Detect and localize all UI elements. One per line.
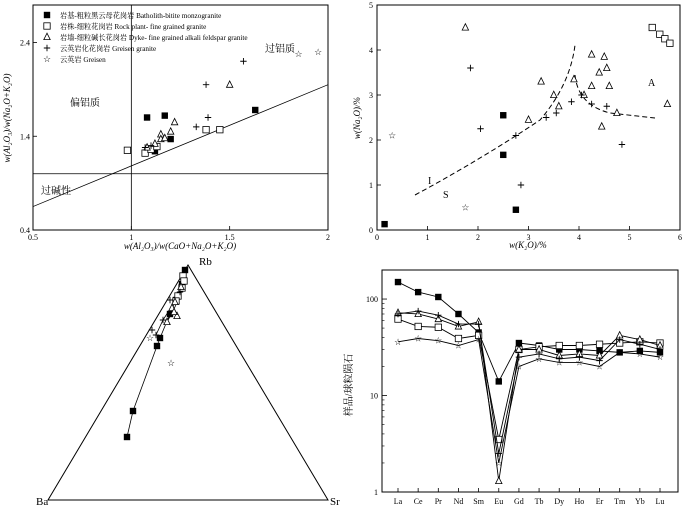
p4-x-tick-label: Ho [574, 497, 585, 506]
p3-point-square-filled [157, 335, 163, 341]
p1-x-tick-label: 0.5 [28, 233, 38, 242]
chart-acnk-ank [2, 5, 330, 251]
p1-point-square-filled [144, 114, 150, 120]
p4-point-star: ☆ [615, 347, 624, 358]
p1-point-square-open [203, 126, 209, 132]
p4-x-tick-label: Ce [413, 497, 423, 506]
p3-point-star: ☆ [145, 333, 155, 343]
p2-point-square-filled [381, 221, 387, 227]
p4-point-square-filled [415, 289, 421, 295]
p2-y-tick-label: 5 [369, 1, 373, 10]
p4-x-tick-label: Tm [614, 497, 626, 506]
p4-y-tick-label: 10 [370, 391, 378, 401]
p2-y-axis-label: w(Na₂O)/% [352, 96, 362, 140]
p1-x-tick-label: 2 [326, 233, 330, 242]
p2-point-plus [477, 126, 483, 132]
p1-x-axis-label: w(Al₂O₃)/w(CaO+Na₂O+K₂O) [123, 241, 237, 251]
p1-legend-marker [44, 23, 50, 29]
p2-point-square-filled [500, 152, 506, 158]
p4-series-line-plus [398, 311, 660, 454]
p1-legend-marker [44, 12, 50, 18]
p1-field-label-peralkaline: 过碱性 [41, 186, 71, 197]
p1-legend-label: 云英岩 Greisen [60, 56, 106, 64]
p2-point-plus [619, 141, 625, 147]
p4-point-square-filled [496, 378, 502, 384]
p1-legend-marker [44, 45, 50, 51]
p4-x-tick-label: Sm [473, 497, 484, 506]
p2-point-triangle-open [588, 51, 594, 57]
p1-point-plus [205, 114, 211, 120]
p4-point-plus [415, 308, 421, 314]
p2-point-triangle-open [596, 69, 602, 75]
p1-point-star: ☆ [294, 48, 303, 59]
p4-point-star: ☆ [434, 335, 443, 346]
p3-point-square-open [181, 278, 187, 284]
p3-point-square-filled [154, 343, 160, 349]
p2-point-triangle-open [551, 91, 557, 97]
p3-point-square-filled [124, 434, 130, 440]
p1-point-triangle-open [226, 81, 232, 87]
p2-point-plus [543, 114, 549, 120]
chart-na2o-k2o [352, 1, 682, 250]
p2-field-label-a: A [648, 78, 656, 89]
p1-field-label-metaluminous: 偏铝质 [70, 98, 100, 109]
p1-field-label-peraluminous: 过铝质 [265, 44, 295, 55]
p2-y-tick-label: 1 [369, 181, 373, 190]
p2-point-square-open [649, 24, 655, 30]
p1-point-triangle-open [171, 118, 177, 124]
p4-point-triangle-open [496, 477, 502, 483]
p2-x-tick-label: 0 [375, 233, 379, 242]
p2-point-plus [467, 65, 473, 71]
p1-point-square-open [217, 126, 223, 132]
p2-x-tick-label: 5 [627, 233, 632, 242]
p1-x-tick-label: 1.5 [224, 233, 235, 242]
ternary-triangle [48, 265, 328, 500]
p1-y-axis-label: w(Al₂O₃)/w(Na₂O+K₂O) [2, 73, 12, 163]
p2-point-triangle-open [571, 75, 577, 81]
p2-y-tick-label: 3 [369, 91, 373, 100]
p1-x-tick-label: 1 [129, 233, 134, 242]
p4-point-square-filled [455, 311, 461, 317]
p4-point-square-open [415, 323, 421, 329]
p2-point-plus [518, 182, 524, 188]
p2-point-plus [588, 101, 594, 107]
p4-y-axis-label: 样品/球粒陨石 [344, 353, 355, 417]
p2-x-tick-label: 4 [577, 233, 581, 242]
p1-legend-label: 岩墙-细粒碱长花岗岩 Dyke- fine grained alkali feldspar granite [60, 34, 248, 42]
p1-y-tick-label: 2.4 [20, 38, 30, 48]
p2-point-triangle-open [525, 116, 531, 122]
p4-point-square-filled [395, 279, 401, 285]
p4-point-star: ☆ [514, 361, 523, 372]
p2-field-label-i: I [428, 176, 432, 187]
p2-x-axis-label: w(K₂O)/% [509, 240, 547, 250]
p2-point-triangle-open [599, 123, 605, 129]
p4-point-star: ☆ [414, 333, 423, 344]
p2-y-tick-label: 4 [369, 46, 373, 55]
p4-x-tick-label: Dy [554, 497, 565, 506]
p2-point-triangle-open [462, 24, 468, 30]
p4-point-square-open [435, 324, 441, 330]
p4-x-tick-label: Yb [634, 497, 645, 506]
p1-legend-label: 岩株-细粒花岗岩 Rock plant- fine grained granite [60, 23, 207, 31]
p1-legend [43, 11, 248, 64]
p2-y-tick-label: 2 [369, 136, 373, 145]
chart-ree-pattern [342, 270, 678, 506]
p4-point-square-open [576, 342, 582, 348]
p4-point-square-open [556, 342, 562, 348]
p2-point-square-filled [513, 207, 519, 213]
ternary-apex-sr: Sr [330, 496, 340, 508]
p4-point-star: ☆ [494, 457, 503, 468]
chart-ternary-rb-ba-sr [36, 256, 340, 508]
p1-legend-label: 岩基-粗粒黑云母花岗岩 Batholith-bitite monzogranite [60, 12, 222, 20]
p1-point-plus [203, 81, 209, 87]
p2-point-square-open [667, 40, 673, 46]
p4-point-plus [435, 312, 441, 318]
p1-point-square-open [142, 150, 148, 156]
p4-plot-frame [382, 270, 678, 492]
p4-point-star: ☆ [575, 357, 584, 368]
p2-point-square-filled [500, 112, 506, 118]
p3-point-square-filled [182, 267, 188, 273]
p1-point-star: ☆ [314, 46, 323, 57]
p4-x-tick-label: Nd [453, 497, 464, 506]
p4-point-star: ☆ [655, 352, 665, 363]
p1-point-square-filled [162, 112, 168, 118]
p4-point-star: ☆ [555, 357, 564, 368]
ternary-apex-ba: Ba [36, 496, 49, 508]
p4-point-square-filled [435, 294, 441, 300]
p4-x-tick-label: Eu [494, 497, 504, 506]
p2-point-star: ☆ [461, 202, 470, 213]
p2-x-tick-label: 6 [678, 233, 682, 242]
p4-point-square-open [596, 341, 602, 347]
p4-x-tick-label: Lu [655, 497, 665, 506]
p2-point-triangle-open [606, 82, 612, 88]
p2-point-plus [604, 103, 610, 109]
p1-legend-marker [44, 33, 50, 39]
p2-point-triangle-open [664, 100, 670, 106]
p2-point-star: ☆ [388, 130, 397, 141]
p4-point-star: ☆ [635, 348, 644, 359]
p2-point-triangle-open [604, 64, 610, 70]
p2-point-triangle-open [588, 82, 594, 88]
p1-y-tick-label: 1.4 [20, 132, 30, 142]
p4-y-tick-label: 1 [374, 488, 378, 497]
p1-point-square-filled [252, 107, 258, 113]
p4-point-star: ☆ [474, 334, 483, 345]
p3-point-triangle-open [164, 318, 170, 324]
p1-point-plus [193, 124, 199, 130]
p4-point-star: ☆ [393, 336, 403, 347]
p4-point-star: ☆ [454, 340, 463, 351]
p2-point-triangle-open [614, 109, 620, 115]
p3-point-star: ☆ [166, 358, 176, 368]
p2-point-plus [568, 99, 574, 105]
p1-point-plus [240, 58, 246, 64]
ternary-apex-rb: Rb [199, 256, 212, 268]
p1-point-square-filled [167, 136, 173, 142]
p1-point-triangle-open [167, 128, 173, 134]
p4-y-tick-label: 100 [366, 295, 378, 305]
p1-point-square-open [124, 147, 130, 153]
p2-x-tick-label: 3 [526, 233, 531, 242]
p4-x-tick-label: Gd [514, 497, 524, 506]
p2-y-tick-label: 0 [369, 226, 373, 235]
p4-x-tick-label: Er [595, 497, 604, 506]
p4-x-tick-label: Pr [434, 497, 442, 506]
p3-point-square-filled [130, 408, 136, 414]
p2-point-triangle-open [556, 102, 562, 108]
p1-y-tick-label: 0.4 [20, 226, 30, 235]
p4-point-star: ☆ [535, 353, 544, 364]
p2-field-label-s: S [443, 190, 449, 201]
p1-legend-marker: ☆ [42, 54, 52, 64]
p4-x-tick-label: Tb [534, 497, 544, 506]
p4-point-star: ☆ [595, 361, 604, 372]
p2-x-tick-label: 1 [425, 233, 430, 242]
p2-x-tick-label: 2 [476, 233, 480, 242]
p2-point-triangle-open [538, 78, 544, 84]
p2-point-plus [553, 110, 559, 116]
p2-i-s-boundary [415, 45, 575, 195]
p4-x-tick-label: La [393, 497, 403, 506]
p1-legend-label: 云英岩化花岗岩 Greisen granite [60, 45, 157, 53]
p3-point-plus [167, 297, 173, 303]
p2-point-triangle-open [601, 53, 607, 59]
